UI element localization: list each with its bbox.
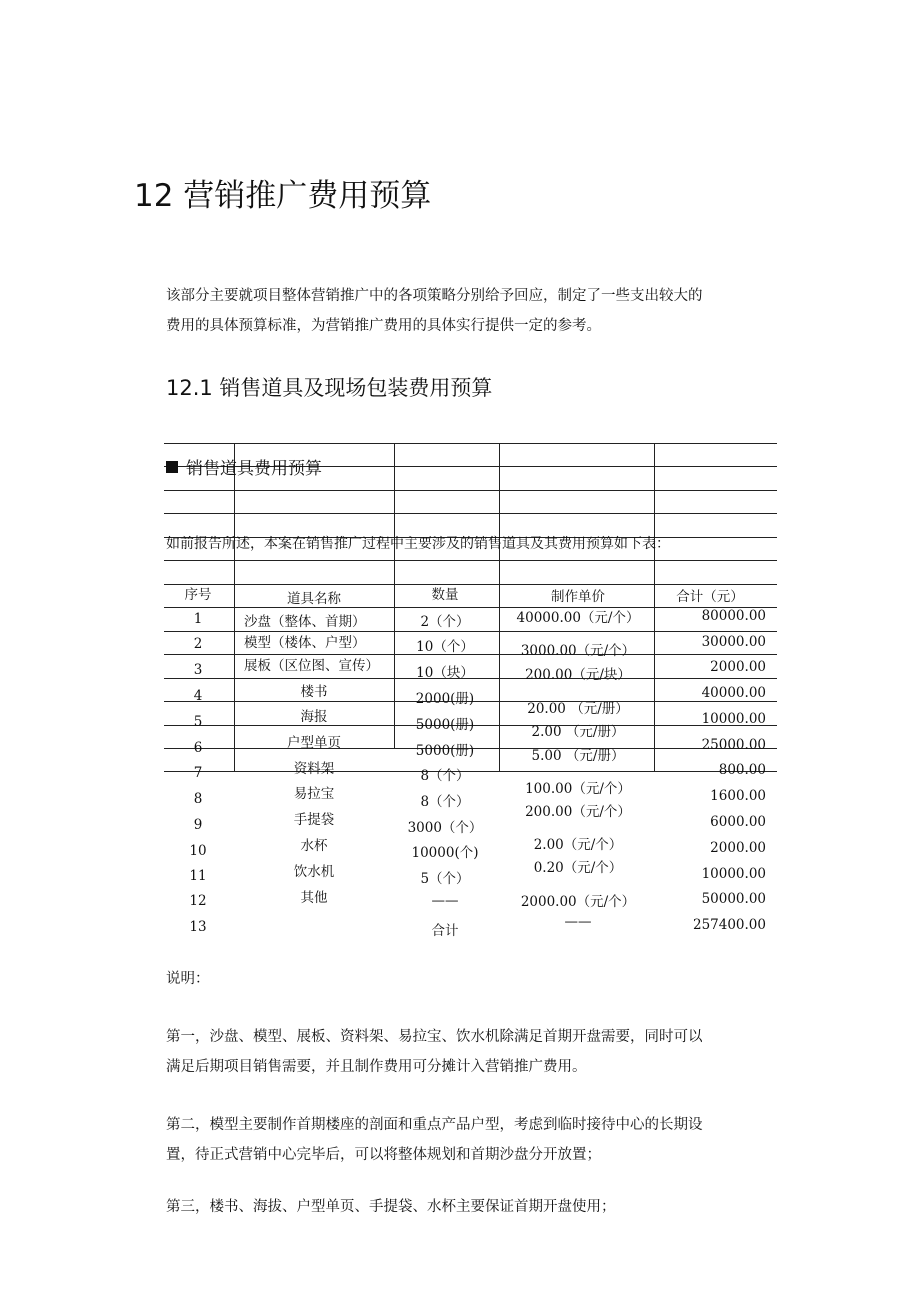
intro-line-1: 该部分主要就项目整体营销推广中的各项策略分别给予回应，制定了一些支出较大的: [166, 288, 703, 304]
cell-name: 易拉宝: [293, 786, 335, 802]
note-line: 置，待正式营销中心完毕后，可以将整体规划和首期沙盘分开放置；: [166, 1147, 601, 1163]
intro-paragraph: [166, 281, 703, 341]
cell-price: 40000.00（元/个）: [516, 610, 640, 626]
cell-total: 2000.00: [710, 840, 766, 856]
subsection-title: [166, 454, 322, 479]
cell-qty: 10（块）: [416, 665, 474, 681]
cell-qty: ——: [431, 893, 459, 909]
cell-seq: 4: [193, 688, 203, 704]
table-intro: 如前报告所述，本案在销售推广过程中主要涉及的销售道具及其费用预算如下表：: [166, 536, 670, 552]
cell-seq: 7: [193, 765, 203, 781]
header-name: 道具名称: [287, 591, 341, 607]
cell-total: 6000.00: [710, 814, 766, 830]
cell-price: 200.00（元/个）: [525, 804, 631, 820]
cell-total: 10000.00: [701, 866, 766, 882]
intro-line-2: 费用的具体预算标准，为营销推广费用的具体实行提供一定的参考。: [166, 318, 601, 334]
cell-name: 模型（楼体、户型）: [244, 635, 366, 651]
square-bullet-icon: [166, 461, 178, 473]
cell-price: ——: [564, 914, 592, 930]
cell-total: 10000.00: [701, 711, 766, 727]
cell-name: 资料架: [293, 761, 335, 777]
cell-name: 户型单页: [287, 735, 341, 751]
header-total: 合计（元）: [676, 589, 744, 605]
cell-seq: 6: [193, 740, 203, 756]
cell-seq: 9: [193, 817, 203, 833]
cell-seq: 1: [193, 611, 203, 627]
cell-price: 2.00 （元/册）: [531, 724, 625, 740]
note-line: 满足后期项目销售需要，并且制作费用可分摊计入营销推广费用。: [166, 1059, 587, 1075]
note-line: 第三，楼书、海拔、户型单页、手提袋、水杯主要保证首期开盘使用；: [166, 1199, 616, 1215]
cell-name: 沙盘（整体、首期）: [244, 614, 366, 630]
cell-qty: 5（个）: [420, 871, 470, 887]
cell-total: 30000.00: [701, 634, 766, 650]
cell-total: 80000.00: [701, 608, 766, 624]
note-line: 第二，模型主要制作首期楼座的剖面和重点产品户型，考虑到临时接待中心的长期设: [166, 1117, 703, 1133]
cell-name: 楼书: [300, 684, 328, 700]
cell-total: 2000.00: [710, 659, 766, 675]
cell-name: 饮水机: [293, 864, 335, 880]
cell-qty: 10（个）: [416, 639, 474, 655]
grid-line: [164, 513, 777, 514]
cell-price: 100.00（元/个）: [525, 781, 631, 797]
cell-seq: 5: [193, 714, 203, 730]
header-seq: 序号: [184, 587, 212, 603]
subsection-title-text: 销售道具费用预算: [186, 459, 322, 479]
cell-qty: 8（个）: [420, 794, 470, 810]
cell-name: 水杯: [300, 838, 328, 854]
cell-price: 0.20（元/个）: [533, 860, 623, 876]
cell-qty: 8（个）: [420, 768, 470, 784]
cell-name: 其他: [300, 890, 328, 906]
note-paragraph: [166, 1022, 703, 1082]
grid-line: [164, 560, 777, 561]
cell-total: 40000.00: [701, 685, 766, 701]
cell-total: 257400.00: [692, 917, 766, 933]
cell-price: 200.00（元/块）: [525, 667, 631, 683]
cell-seq: 12: [189, 893, 207, 909]
cell-total: 1600.00: [710, 788, 766, 804]
cell-price: 2000.00（元/个）: [520, 894, 636, 910]
grid-line: [164, 490, 777, 491]
cell-seq: 10: [189, 843, 207, 859]
cell-seq: 2: [193, 636, 203, 652]
cell-qty: 2000(册): [415, 691, 475, 707]
note-paragraph: [166, 1192, 616, 1222]
cell-seq: 8: [193, 791, 203, 807]
note-line: 第一，沙盘、模型、展板、资料架、易拉宝、饮水机除满足首期开盘需要，同时可以: [166, 1029, 703, 1045]
cell-price: 2.00（元/个）: [533, 837, 623, 853]
cell-name: 展板（区位图、宣传）: [244, 658, 379, 674]
cell-price: 3000.00（元/个）: [520, 643, 636, 659]
page-title: 12 营销推广费用预算: [134, 178, 432, 214]
notes-label: 说明：: [166, 971, 210, 987]
cell-total: 25000.00: [701, 737, 766, 753]
cell-qty: 合计: [431, 923, 459, 939]
cell-name: 手提袋: [293, 812, 335, 828]
cell-name: 海报: [300, 709, 328, 725]
cell-qty: 5000(册): [415, 743, 475, 759]
note-paragraph: [166, 1110, 703, 1170]
cell-price: 20.00 （元/册）: [527, 701, 629, 717]
cell-seq: 13: [189, 919, 207, 935]
cell-total: 50000.00: [701, 891, 766, 907]
cell-seq: 11: [189, 868, 207, 884]
cell-seq: 3: [193, 662, 203, 678]
header-qty: 数量: [431, 587, 459, 603]
section-title: 12.1 销售道具及现场包装费用预算: [166, 376, 493, 400]
cell-qty: 5000(册): [415, 717, 475, 733]
cell-qty: 3000（个）: [407, 820, 483, 836]
cell-qty: 10000(个): [411, 845, 479, 861]
grid-line: [164, 443, 777, 444]
cell-total: 800.00: [718, 762, 766, 778]
header-price: 制作单价: [551, 589, 605, 605]
cell-qty: 2（个）: [420, 614, 470, 630]
cell-price: 5.00 （元/册）: [531, 748, 625, 764]
